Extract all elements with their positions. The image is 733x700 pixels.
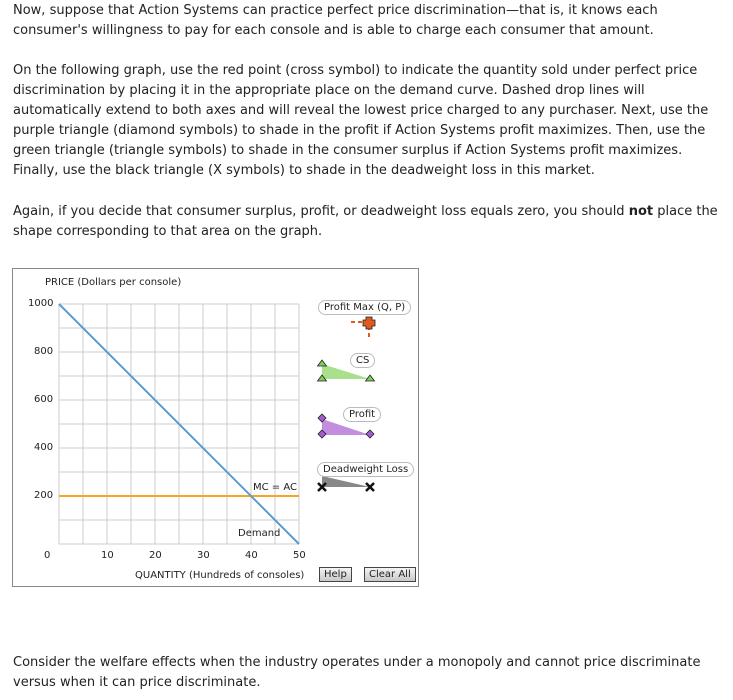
y-tick: 1000 xyxy=(28,298,54,309)
x-tick-0: 0 xyxy=(44,550,51,561)
cross-icon xyxy=(363,317,375,329)
profit-max-point-tool[interactable] xyxy=(351,317,375,339)
note-post: place the shape corresponding to that area on the graph. xyxy=(13,204,718,239)
y-tick: 200 xyxy=(34,490,54,501)
cs-label: CS xyxy=(350,353,375,368)
y-tick: 400 xyxy=(34,442,54,453)
note-pre: Again, if you decide that consumer surplus, profit, or deadweight loss equals zero, you should xyxy=(13,204,629,219)
closing-text: Consider the welfare effects when the industry operates under a monopoly and cannot price discriminate versus when it can price discriminate. xyxy=(13,655,701,690)
x-tick: 30 xyxy=(197,550,210,561)
y-axis-label: PRICE (Dollars per console) xyxy=(45,277,182,288)
x-tick: 10 xyxy=(101,550,114,561)
profit-max-label: Profit Max (Q, P) xyxy=(318,300,411,315)
y-tick: 800 xyxy=(34,346,54,357)
help-button[interactable]: Help xyxy=(319,567,352,582)
dwl-triangle-tool[interactable] xyxy=(318,476,374,491)
y-tick: 600 xyxy=(34,394,54,405)
mc-label: MC = AC xyxy=(253,482,297,493)
clear-all-button[interactable]: Clear All xyxy=(364,567,416,582)
x-tick: 40 xyxy=(245,550,258,561)
x-tick: 50 xyxy=(293,550,306,561)
x-tick: 20 xyxy=(149,550,162,561)
demand-label: Demand xyxy=(238,528,281,539)
note-bold: not xyxy=(628,204,654,219)
dwl-label: Deadweight Loss xyxy=(317,462,414,477)
profit-label: Profit xyxy=(343,407,381,422)
intro-text: Now, suppose that Action Systems can practice perfect price discrimination—that is, it knows each consumer's willingness to pay for each console and is able to charge each consumer that amount. xyxy=(13,3,658,38)
instructions-text: On the following graph, use the red point (cross symbol) to indicate the quantity sold under perfect price discrimination by placing it in the appropriate place on the demand curve. Dashed drop lines will automatically extend to both axes and will reveal the lowest price charged to any purchaser. Next, use the purple triangle (diamond symbols) to shade in the profit if Action Systems profit maximizes. Then, use the green triangle (triangle symbols) to shade in the consumer surplus if Action Systems profit maximizes. Finally, use the black triangle (X symbols) to shade in the deadweight loss in this market. xyxy=(13,63,709,178)
x-axis-label: QUANTITY (Hundreds of consoles) xyxy=(135,570,305,581)
